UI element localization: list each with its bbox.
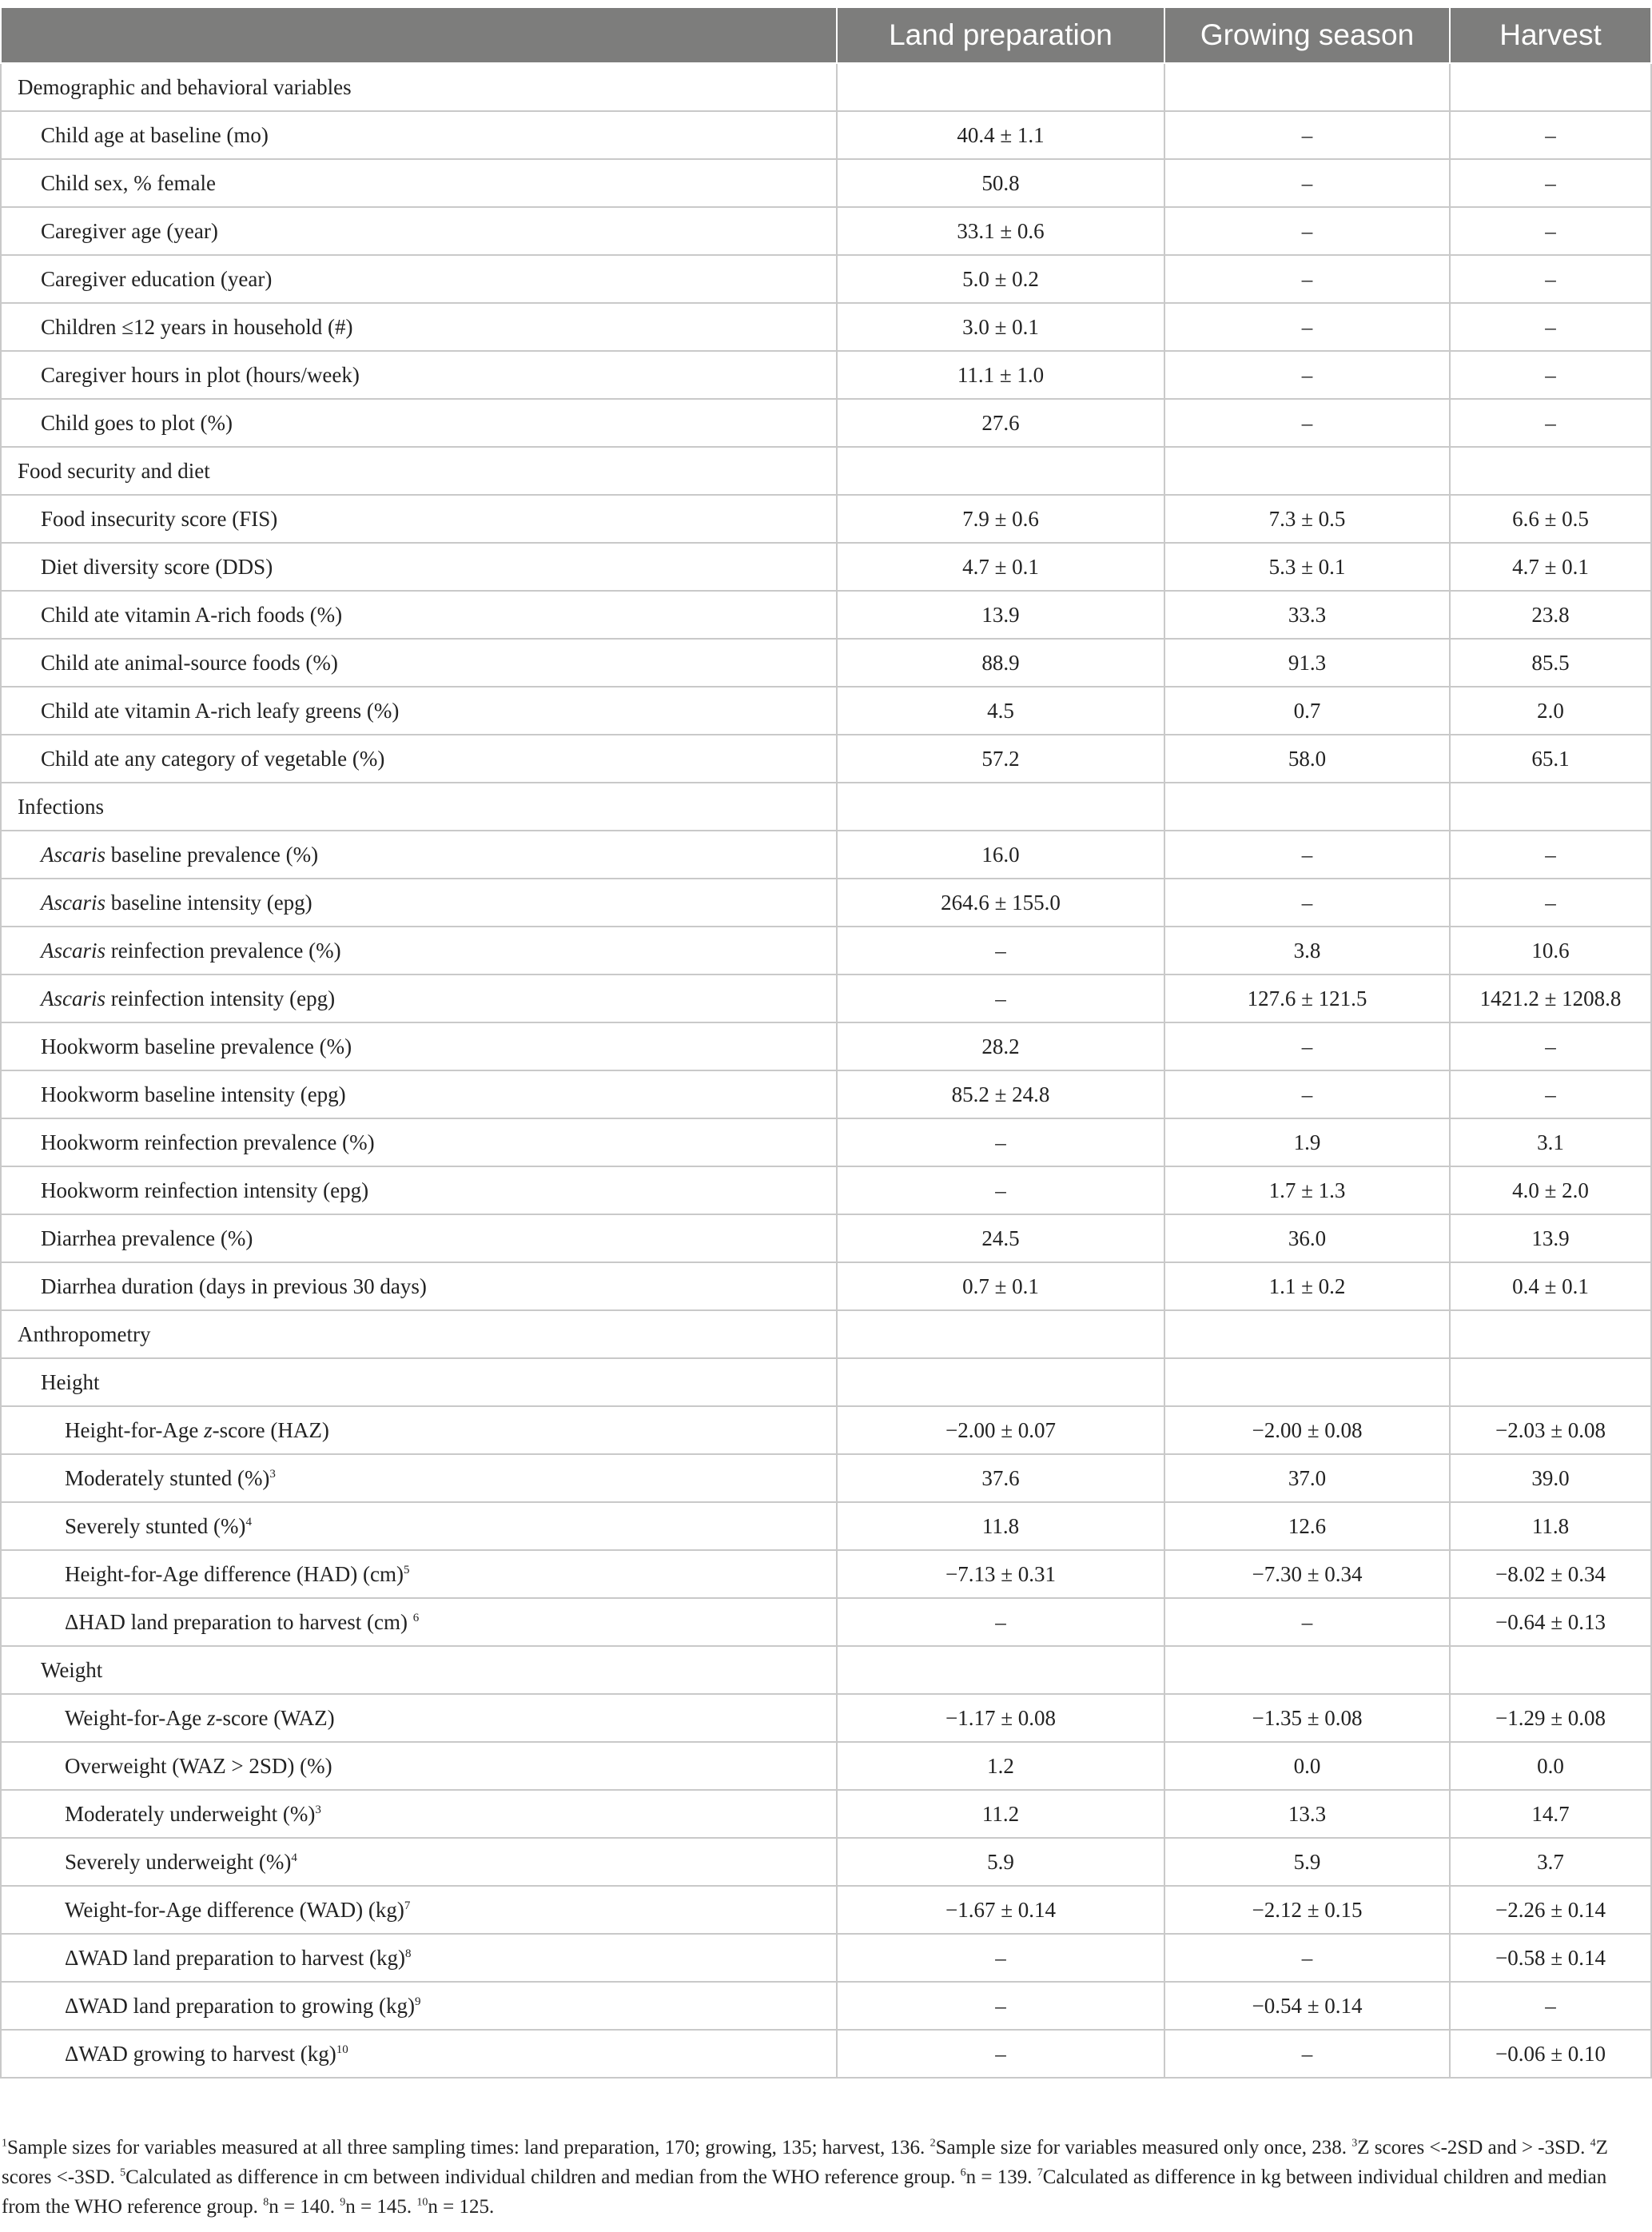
table-row — [1, 1454, 1651, 1502]
value-cell: – — [1450, 1070, 1651, 1118]
value-cell: −0.58 ± 0.14 — [1450, 1934, 1651, 1982]
value-cell: 5.3 ± 0.1 — [1164, 543, 1450, 591]
table-row — [1, 2030, 1651, 2078]
section-title: Anthropometry — [1, 1310, 837, 1358]
row-label-text: reinfection intensity (epg) — [105, 986, 336, 1010]
value-cell: −8.02 ± 0.34 — [1450, 1550, 1651, 1598]
value-cell: 1421.2 ± 1208.8 — [1450, 975, 1651, 1022]
value-cell: – — [1164, 111, 1450, 159]
row-label-text: Children ≤12 years in household (#) — [41, 314, 353, 339]
row-label-text: baseline intensity (epg) — [105, 890, 312, 915]
table-row — [1, 975, 1651, 1022]
row-label-text: ΔWAD growing to harvest (kg) — [65, 2041, 336, 2066]
table-row — [1, 1502, 1651, 1550]
value-cell: 91.3 — [1164, 639, 1450, 687]
value-cell: 0.0 — [1164, 1742, 1450, 1790]
value-cell: 13.9 — [1450, 1214, 1651, 1262]
footnote-text: Z scores <-3SD. — [2, 2137, 1608, 2188]
value-cell: 37.6 — [837, 1454, 1164, 1502]
table-row — [1, 1214, 1651, 1262]
empty-cell — [1164, 1310, 1450, 1358]
table-row — [1, 1070, 1651, 1118]
value-cell: – — [1164, 303, 1450, 351]
footnote-text: n = 145. — [345, 2196, 417, 2218]
value-cell: 4.0 ± 2.0 — [1450, 1166, 1651, 1214]
value-cell: 5.9 — [837, 1838, 1164, 1886]
row-label-text: Child ate vitamin A-rich leafy greens (%) — [41, 698, 400, 723]
footnote-marker: 9 — [415, 1995, 421, 2008]
value-cell: – — [1450, 879, 1651, 927]
table-row — [1, 639, 1651, 687]
table-row — [1, 1982, 1651, 2030]
row-label-text: Moderately stunted (%) — [65, 1465, 270, 1490]
row-label — [1, 2030, 837, 2078]
row-label-text: Child sex, % female — [41, 170, 216, 195]
table-row — [1, 255, 1651, 303]
row-label-text: Weight — [41, 1657, 103, 1682]
value-cell: 5.9 — [1164, 1838, 1450, 1886]
table-row — [1, 831, 1651, 879]
empty-cell — [837, 63, 1164, 111]
footnote-number: 1 — [2, 2137, 7, 2150]
header-row — [1, 7, 1651, 63]
value-cell: 13.3 — [1164, 1790, 1450, 1838]
section-title: Food security and diet — [1, 447, 837, 495]
row-label-text: Child ate vitamin A-rich foods (%) — [41, 602, 343, 627]
section-header-row — [1, 783, 1651, 831]
row-label-text: Child age at baseline (mo) — [41, 122, 269, 147]
table-row — [1, 399, 1651, 447]
value-cell: 58.0 — [1164, 735, 1450, 783]
row-label — [1, 207, 837, 255]
table-row — [1, 351, 1651, 399]
empty-cell — [837, 1310, 1164, 1358]
table-body — [1, 63, 1651, 2078]
row-label — [1, 1502, 837, 1550]
value-cell: 3.8 — [1164, 927, 1450, 975]
footnote-number: 7 — [1037, 2166, 1043, 2179]
row-label — [1, 1646, 837, 1694]
footnote-text: Z scores <-2SD and > -3SD. — [1357, 2137, 1590, 2158]
row-label-text: ΔHAD land preparation to harvest (cm) — [65, 1609, 413, 1634]
genus-name: Ascaris — [41, 986, 105, 1010]
value-cell: – — [1450, 111, 1651, 159]
value-cell: 2.0 — [1450, 687, 1651, 735]
value-cell: – — [837, 927, 1164, 975]
value-cell: 5.0 ± 0.2 — [837, 255, 1164, 303]
row-label-text-end: -score (WAZ) — [215, 1705, 335, 1730]
row-label-text: Weight-for-Age — [65, 1705, 207, 1730]
row-label-text: Child ate animal-source foods (%) — [41, 650, 338, 675]
value-cell: 57.2 — [837, 735, 1164, 783]
row-label — [1, 351, 837, 399]
row-label — [1, 1070, 837, 1118]
table-row — [1, 207, 1651, 255]
footnote-number: 5 — [120, 2166, 126, 2179]
row-label-text: Severely underweight (%) — [65, 1849, 292, 1874]
row-label-text: Caregiver age (year) — [41, 218, 218, 243]
row-label-text: Hookworm reinfection prevalence (%) — [41, 1130, 375, 1154]
section-header-row — [1, 447, 1651, 495]
table-row — [1, 1166, 1651, 1214]
value-cell: 1.2 — [837, 1742, 1164, 1790]
footnote-text: Sample sizes for variables measured at all three sampling times: land preparation, 170; growing, 135; harvest, 136. — [7, 2137, 930, 2158]
row-label-text: ΔWAD land preparation to growing (kg) — [65, 1993, 415, 2018]
row-label-text: Height — [41, 1369, 100, 1394]
row-label-text: Severely stunted (%) — [65, 1513, 246, 1538]
row-label — [1, 1838, 837, 1886]
table-row — [1, 1598, 1651, 1646]
table-row — [1, 1262, 1651, 1310]
genus-name: Ascaris — [41, 890, 105, 915]
value-cell: 23.8 — [1450, 591, 1651, 639]
value-cell: 13.9 — [837, 591, 1164, 639]
value-cell: 6.6 ± 0.5 — [1450, 495, 1651, 543]
value-cell — [1450, 1646, 1651, 1694]
value-cell: −1.35 ± 0.08 — [1164, 1694, 1450, 1742]
footnote-marker: 3 — [269, 1467, 276, 1481]
value-cell: 3.0 ± 0.1 — [837, 303, 1164, 351]
row-label — [1, 1598, 837, 1646]
value-cell: 24.5 — [837, 1214, 1164, 1262]
value-cell: 39.0 — [1450, 1454, 1651, 1502]
value-cell: 3.1 — [1450, 1118, 1651, 1166]
row-label — [1, 1406, 837, 1454]
header-harvest: Harvest — [1450, 7, 1651, 63]
value-cell: – — [1450, 351, 1651, 399]
row-label — [1, 111, 837, 159]
value-cell: −1.67 ± 0.14 — [837, 1886, 1164, 1934]
value-cell: 28.2 — [837, 1022, 1164, 1070]
value-cell: 85.5 — [1450, 639, 1651, 687]
row-label — [1, 639, 837, 687]
empty-cell — [1164, 63, 1450, 111]
value-cell: −2.26 ± 0.14 — [1450, 1886, 1651, 1934]
row-label-text: Child ate any category of vegetable (%) — [41, 746, 385, 771]
value-cell: – — [837, 1934, 1164, 1982]
footnote-text: n = 139. — [965, 2166, 1037, 2188]
table-row — [1, 687, 1651, 735]
row-label — [1, 1982, 837, 2030]
value-cell: 33.1 ± 0.6 — [837, 207, 1164, 255]
row-label-text: Child goes to plot (%) — [41, 410, 233, 435]
value-cell: −1.29 ± 0.08 — [1450, 1694, 1651, 1742]
table-row — [1, 159, 1651, 207]
row-label — [1, 735, 837, 783]
value-cell: 37.0 — [1164, 1454, 1450, 1502]
row-label-text: Hookworm reinfection intensity (epg) — [41, 1178, 369, 1202]
value-cell: – — [1164, 351, 1450, 399]
empty-cell — [1450, 783, 1651, 831]
footnote-text: n = 125. — [428, 2196, 495, 2218]
section-header-row — [1, 1310, 1651, 1358]
value-cell: – — [1450, 207, 1651, 255]
value-cell: – — [837, 1982, 1164, 2030]
value-cell: – — [1450, 1982, 1651, 2030]
row-label-text-end: -score (HAZ) — [212, 1417, 329, 1442]
header-land-preparation: Land preparation — [837, 7, 1164, 63]
value-cell: – — [1164, 2030, 1450, 2078]
table-row — [1, 495, 1651, 543]
table-row — [1, 927, 1651, 975]
footnote-text: n = 140. — [269, 2196, 340, 2218]
empty-cell — [1164, 783, 1450, 831]
table-row — [1, 1022, 1651, 1070]
table-row — [1, 1934, 1651, 1982]
section-title: Infections — [1, 783, 837, 831]
value-cell — [837, 1358, 1164, 1406]
footnote-text: Calculated as difference in cm between individual children and median from the WHO reference group. — [125, 2166, 961, 2188]
footnote-marker: 4 — [245, 1515, 252, 1529]
row-label — [1, 1358, 837, 1406]
header-label-column — [1, 7, 837, 63]
row-label — [1, 1262, 837, 1310]
table-row — [1, 1838, 1651, 1886]
footnote-text: Sample size for variables measured only once, 238. — [935, 2137, 1352, 2158]
value-cell: 264.6 ± 155.0 — [837, 879, 1164, 927]
empty-cell — [1450, 63, 1651, 111]
footnote-number: 9 — [340, 2196, 346, 2209]
value-cell: −0.54 ± 0.14 — [1164, 1982, 1450, 2030]
value-cell: 14.7 — [1450, 1790, 1651, 1838]
table-row — [1, 111, 1651, 159]
row-label — [1, 1166, 837, 1214]
row-label — [1, 927, 837, 975]
row-label — [1, 1454, 837, 1502]
section-header-row — [1, 63, 1651, 111]
value-cell: 11.1 ± 1.0 — [837, 351, 1164, 399]
value-cell: 0.4 ± 0.1 — [1450, 1262, 1651, 1310]
value-cell: 1.7 ± 1.3 — [1164, 1166, 1450, 1214]
value-cell: 40.4 ± 1.1 — [837, 111, 1164, 159]
value-cell: 27.6 — [837, 399, 1164, 447]
value-cell: – — [1164, 159, 1450, 207]
value-cell: – — [837, 2030, 1164, 2078]
row-label-text: Weight-for-Age difference (WAD) (kg) — [65, 1897, 404, 1922]
table-row — [1, 1118, 1651, 1166]
empty-cell — [1450, 1310, 1651, 1358]
row-label-text: baseline prevalence (%) — [105, 842, 319, 867]
value-cell: 36.0 — [1164, 1214, 1450, 1262]
table-row — [1, 1790, 1651, 1838]
empty-cell — [1450, 447, 1651, 495]
table-row — [1, 303, 1651, 351]
value-cell — [1164, 1358, 1450, 1406]
row-label — [1, 543, 837, 591]
row-label — [1, 159, 837, 207]
row-label — [1, 255, 837, 303]
value-cell: – — [837, 1598, 1164, 1646]
value-cell: – — [1450, 255, 1651, 303]
value-cell: 50.8 — [837, 159, 1164, 207]
value-cell: −7.13 ± 0.31 — [837, 1550, 1164, 1598]
row-label — [1, 1022, 837, 1070]
value-cell: – — [1164, 879, 1450, 927]
value-cell: −2.00 ± 0.08 — [1164, 1406, 1450, 1454]
table-row — [1, 543, 1651, 591]
row-label — [1, 591, 837, 639]
value-cell: – — [1450, 303, 1651, 351]
row-label — [1, 303, 837, 351]
row-label-text: Hookworm baseline intensity (epg) — [41, 1082, 346, 1106]
footnote-marker: 6 — [412, 1611, 420, 1624]
footnote-marker: 8 — [404, 1947, 412, 1960]
empty-cell — [837, 447, 1164, 495]
value-cell: −2.12 ± 0.15 — [1164, 1886, 1450, 1934]
value-cell: – — [1164, 1934, 1450, 1982]
table-row — [1, 1742, 1651, 1790]
value-cell: 85.2 ± 24.8 — [837, 1070, 1164, 1118]
row-label-text: Caregiver education (year) — [41, 266, 273, 291]
value-cell: 7.9 ± 0.6 — [837, 495, 1164, 543]
empty-cell — [1164, 447, 1450, 495]
row-label — [1, 879, 837, 927]
value-cell: – — [1164, 207, 1450, 255]
footnote-text: Calculated as difference in kg between individual children and median from the WHO reference group. — [2, 2166, 1607, 2218]
value-cell: – — [1164, 255, 1450, 303]
value-cell: – — [1164, 1022, 1450, 1070]
value-cell — [837, 1646, 1164, 1694]
table-row — [1, 1886, 1651, 1934]
row-label-text: Food insecurity score (FIS) — [41, 506, 278, 531]
empty-cell — [837, 783, 1164, 831]
value-cell: – — [1164, 399, 1450, 447]
value-cell: 33.3 — [1164, 591, 1450, 639]
value-cell: – — [1450, 159, 1651, 207]
row-label-text: Hookworm baseline prevalence (%) — [41, 1034, 352, 1058]
footnote-number: 2 — [929, 2137, 936, 2150]
value-cell: −0.64 ± 0.13 — [1450, 1598, 1651, 1646]
value-cell: 16.0 — [837, 831, 1164, 879]
table-row — [1, 1406, 1651, 1454]
value-cell: −2.03 ± 0.08 — [1450, 1406, 1651, 1454]
value-cell: 3.7 — [1450, 1838, 1651, 1886]
value-cell: 12.6 — [1164, 1502, 1450, 1550]
row-label — [1, 1886, 837, 1934]
table-row — [1, 591, 1651, 639]
footnote-number: 8 — [263, 2196, 269, 2209]
value-cell: 4.7 ± 0.1 — [1450, 543, 1651, 591]
row-label — [1, 831, 837, 879]
subsection-row — [1, 1358, 1651, 1406]
value-cell: – — [1450, 399, 1651, 447]
row-label-text: Caregiver hours in plot (hours/week) — [41, 362, 360, 387]
row-label-text: Height-for-Age difference (HAD) (cm) — [65, 1561, 404, 1586]
value-cell: 4.5 — [837, 687, 1164, 735]
row-label — [1, 975, 837, 1022]
value-cell: 11.2 — [837, 1790, 1164, 1838]
value-cell: – — [837, 1166, 1164, 1214]
value-cell: – — [1164, 1598, 1450, 1646]
footnote-marker: 7 — [404, 1899, 411, 1912]
footnote-marker: 4 — [291, 1851, 297, 1864]
footnote-number: 6 — [960, 2166, 966, 2179]
footnote-marker: 10 — [336, 2043, 348, 2056]
row-label — [1, 1118, 837, 1166]
row-label — [1, 1742, 837, 1790]
row-label-text: Diarrhea prevalence (%) — [41, 1226, 253, 1250]
table-row — [1, 1694, 1651, 1742]
value-cell: 65.1 — [1450, 735, 1651, 783]
value-cell: 0.7 — [1164, 687, 1450, 735]
table-row — [1, 879, 1651, 927]
row-label — [1, 495, 837, 543]
value-cell: 10.6 — [1450, 927, 1651, 975]
row-label-text: Diet diversity score (DDS) — [41, 554, 273, 579]
table-row — [1, 735, 1651, 783]
value-cell: 11.8 — [837, 1502, 1164, 1550]
value-cell: −7.30 ± 0.34 — [1164, 1550, 1450, 1598]
value-cell: – — [837, 975, 1164, 1022]
table-row — [1, 1550, 1651, 1598]
footnote-number: 4 — [1590, 2137, 1596, 2150]
row-label — [1, 1214, 837, 1262]
value-cell: 4.7 ± 0.1 — [837, 543, 1164, 591]
section-title: Demographic and behavioral variables — [1, 63, 837, 111]
row-label-text: Overweight (WAZ > 2SD) (%) — [65, 1753, 332, 1778]
row-label — [1, 1934, 837, 1982]
footnote-marker: 5 — [404, 1563, 410, 1576]
row-label-text: Diarrhea duration (days in previous 30 days) — [41, 1273, 427, 1298]
value-cell: 88.9 — [837, 639, 1164, 687]
value-cell: – — [1450, 831, 1651, 879]
z-letter: z — [204, 1417, 213, 1442]
value-cell: – — [837, 1118, 1164, 1166]
value-cell — [1164, 1646, 1450, 1694]
value-cell: 11.8 — [1450, 1502, 1651, 1550]
genus-name: Ascaris — [41, 938, 105, 963]
value-cell: 7.3 ± 0.5 — [1164, 495, 1450, 543]
footnote-number: 3 — [1351, 2137, 1358, 2150]
row-label-text: reinfection prevalence (%) — [105, 938, 341, 963]
row-label — [1, 1550, 837, 1598]
table-footnotes — [2, 2133, 1640, 2222]
value-cell — [1450, 1358, 1651, 1406]
value-cell: 1.1 ± 0.2 — [1164, 1262, 1450, 1310]
value-cell: – — [1164, 1070, 1450, 1118]
value-cell: – — [1450, 1022, 1651, 1070]
footnote-number: 10 — [416, 2196, 428, 2209]
value-cell: −0.06 ± 0.10 — [1450, 2030, 1651, 2078]
value-cell: −2.00 ± 0.07 — [837, 1406, 1164, 1454]
header-growing-season: Growing season — [1164, 7, 1450, 63]
genus-name: Ascaris — [41, 842, 105, 867]
subsection-row — [1, 1646, 1651, 1694]
value-cell: 0.0 — [1450, 1742, 1651, 1790]
value-cell: 127.6 ± 121.5 — [1164, 975, 1450, 1022]
value-cell: 1.9 — [1164, 1118, 1450, 1166]
row-label — [1, 1790, 837, 1838]
row-label-text: Moderately underweight (%) — [65, 1801, 316, 1826]
value-cell: – — [1164, 831, 1450, 879]
row-label — [1, 399, 837, 447]
footnote-marker: 3 — [315, 1803, 321, 1816]
z-letter: z — [206, 1705, 216, 1730]
row-label-text: Height-for-Age — [65, 1417, 205, 1442]
value-cell: −1.17 ± 0.08 — [837, 1694, 1164, 1742]
value-cell: 0.7 ± 0.1 — [837, 1262, 1164, 1310]
row-label — [1, 1694, 837, 1742]
row-label-text: ΔWAD land preparation to harvest (kg) — [65, 1945, 405, 1970]
results-table — [0, 6, 1652, 2079]
row-label — [1, 687, 837, 735]
